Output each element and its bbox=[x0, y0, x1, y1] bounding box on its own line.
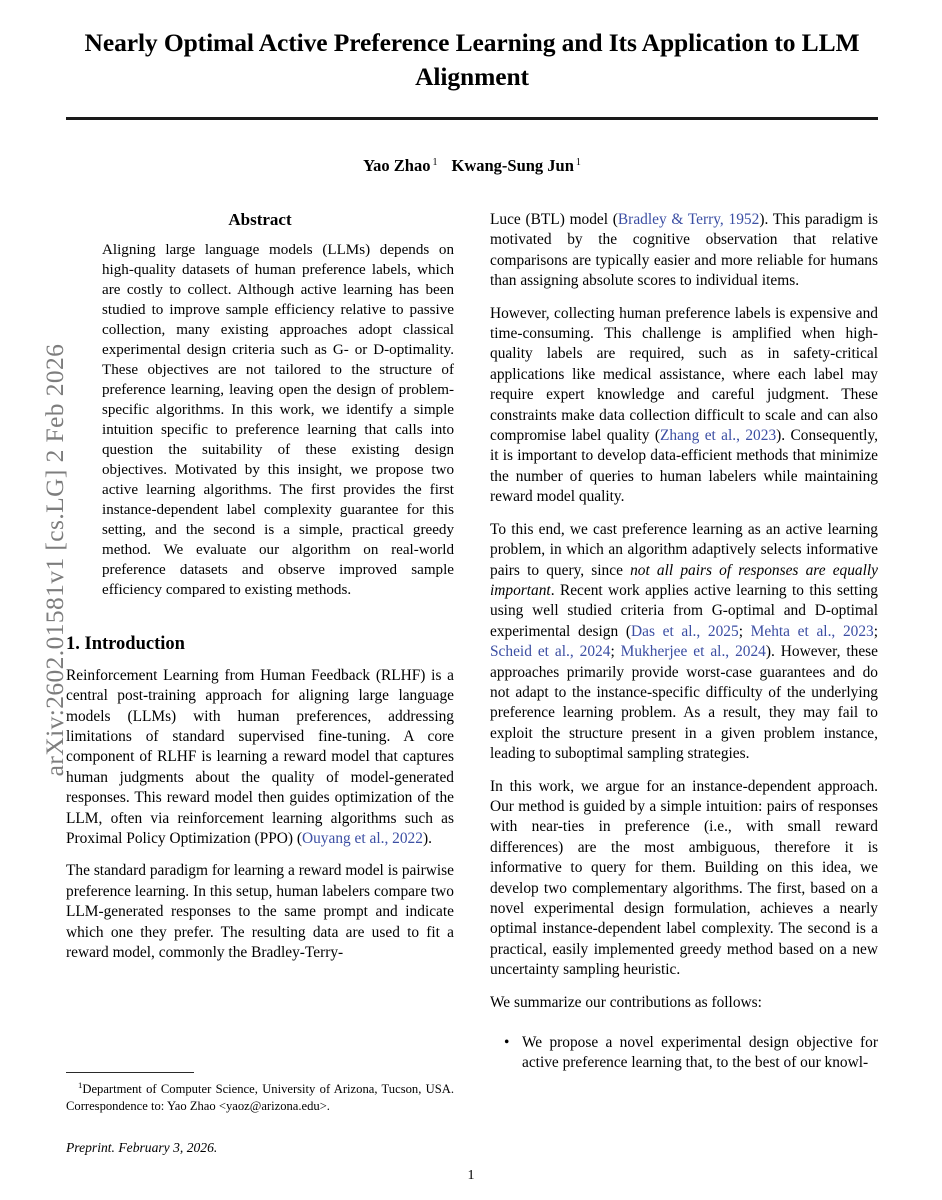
footnote-marker: 1 bbox=[78, 1080, 83, 1090]
right-paragraph-5: We summarize our contributions as follows: bbox=[490, 993, 762, 1011]
right-p2-part2: ). Consequently, it is important to develop data-efficient methods that minimize the number of queries to human labelers while maintaining reward model quality. bbox=[490, 427, 878, 506]
list-item: • We propose a novel experimental design objective for active preference learning that, to the best of our knowl- bbox=[520, 1033, 878, 1074]
intro-p1-part1: Reinforcement Learning from Human Feedback (RLHF) is a central post-training approach for aligning large language models (LLMs) with human preferences, addressing limitations of standard supervised fine-tuning. A core component of RLHF is learning a reward model that captures human judgments about the quality of model-generated responses. This reward model then guides optimization of the LLM, often via reinforcement learning algorithms such as Proximal Policy Optimization (PPO) ( bbox=[66, 666, 454, 847]
right-paragraph-1 bbox=[490, 210, 878, 292]
citation-link[interactable]: Scheid et al., 2024 bbox=[490, 643, 611, 661]
page-number: 1 bbox=[467, 1168, 475, 1183]
footnote-block bbox=[66, 1072, 454, 1114]
right-column bbox=[490, 210, 878, 1082]
emphasis-text: not all pairs of responses are equally important bbox=[490, 561, 878, 599]
section-heading-introduction: 1. Introduction bbox=[66, 633, 185, 654]
contributions-list bbox=[490, 1033, 878, 1074]
right-p1-part1: Luce (BTL) model ( bbox=[490, 211, 618, 228]
right-p2-part1: However, collecting human preference labels is expensive and time-consuming. This challenge is amplified when high-quality labels are required, such as in safety-critical applications like medical assistance, where each label may require expert knowledge and careful judgment. These constraints make data collection difficult to scale and can also compromise label quality ( bbox=[490, 304, 878, 445]
citation-separator: ; bbox=[738, 622, 751, 640]
arxiv-stamp: arXiv:2602.01581v1 [cs.LG] 2 Feb 2026 bbox=[40, 343, 69, 777]
body-columns bbox=[66, 210, 878, 1140]
citation-link[interactable]: Das et al., 2025 bbox=[631, 622, 739, 640]
citation-separator: ; bbox=[610, 643, 621, 661]
citation-link[interactable]: Mehta et al., 2023 bbox=[750, 622, 874, 640]
preprint-notice: Preprint. February 3, 2026. bbox=[66, 1140, 218, 1155]
right-p3-part1: To this end, we cast preference learning as an active learning problem, in which an algorithm adaptively selects informative pairs to query, since bbox=[490, 520, 878, 579]
footnote-body: Department of Computer Science, University of Arizona, Tucson, USA. Correspondence to: Yao Zhao <yaoz@arizona.edu>. bbox=[66, 1082, 454, 1113]
citation-link[interactable]: Bradley & Terry, 1952 bbox=[617, 211, 760, 228]
right-paragraph-3 bbox=[490, 520, 878, 765]
citation-link[interactable]: Mukherjee et al., 2024 bbox=[620, 643, 766, 661]
author-name: Kwang-Sung Jun bbox=[451, 156, 574, 175]
title-block bbox=[66, 26, 878, 93]
author-affiliation-marker: 1 bbox=[432, 156, 438, 168]
intro-paragraph-2: The standard paradigm for learning a reward model is pairwise preference learning. In this setup, human labelers compare two LLM-generated responses to the same prompt and indicate which one they prefer. The resulting data are used to fit a reward model, commonly the Bradley-Terry- bbox=[66, 862, 454, 961]
abstract-heading: Abstract bbox=[228, 210, 292, 229]
citation-separator: ; bbox=[873, 622, 879, 640]
page-title: Nearly Optimal Active Preference Learning and Its Application to LLM Alignment bbox=[84, 28, 860, 91]
footnote-text bbox=[66, 1080, 454, 1114]
header-rule bbox=[66, 117, 878, 120]
author-name: Yao Zhao bbox=[363, 156, 431, 175]
citation-link[interactable]: Ouyang et al., 2022 bbox=[301, 829, 423, 847]
abstract-text: Aligning large language models (LLMs) depends on high-quality datasets of human preference labels, which are costly to collect. Although active learning has been studied to improve sample efficiency relative to passive collection, many existing approaches adopt classical experimental design criteria such as G- or D-optimality. These objectives are not tailored to the structure of preference learning, leaving open the design of problem-specific algorithms. In this work, we identify a simple intuition specific to preference learning that calls into question the suitability of these existing design objectives. Motivated by this insight, we propose two active learning algorithms. The first provides the first instance-dependent label complexity guarantee for this setting, and the second is a simple, practical greedy method. We evaluate our algorithm on real-world preference datasets and observe improved sample efficiency compared to existing methods. bbox=[102, 242, 454, 598]
intro-paragraph-1 bbox=[66, 666, 454, 850]
right-p1-part2: ). This paradigm is motivated by the cognitive observation that relative comparisons are typically easier and more reliable for humans than assigning absolute scores to individual items. bbox=[490, 211, 878, 290]
left-column bbox=[66, 210, 454, 975]
author-affiliation-marker: 1 bbox=[575, 156, 581, 168]
right-paragraph-4: In this work, we argue for an instance-dependent approach. Our method is guided by a simple intuition: pairs of responses with near-ties in preference (i.e., with small reward differences) are the most ambiguous, therefore it is informative to query for them. Building on this idea, we develop two complementary algorithms. The first, based on a novel experimental design formulation, achieves a nearly optimal instance-dependent label complexity. The second is a practical, easily implemented greedy method based on a new uncertainty sampling heuristic. bbox=[490, 777, 878, 979]
author-entry bbox=[451, 156, 580, 175]
footnote-separator bbox=[66, 1072, 194, 1073]
intro-p1-part2: ). bbox=[422, 829, 432, 847]
right-p3-part2: . Recent work applies active learning to this setting using well studied criteria from G-optimal and D-optimal experimental design ( bbox=[490, 581, 878, 640]
author-entry bbox=[363, 156, 437, 175]
right-p3-part3: ). However, these approaches primarily provide worst-case guarantees and do not adapt to the instance-specific difficulty of the underlying preference learning problem. As a result, they may fail to exploit the structure present in a given problem instance, leading to suboptimal sampling strategies. bbox=[490, 643, 879, 763]
citation-link[interactable]: Zhang et al., 2023 bbox=[660, 427, 777, 445]
right-paragraph-2 bbox=[490, 304, 878, 508]
author-list bbox=[66, 156, 878, 176]
